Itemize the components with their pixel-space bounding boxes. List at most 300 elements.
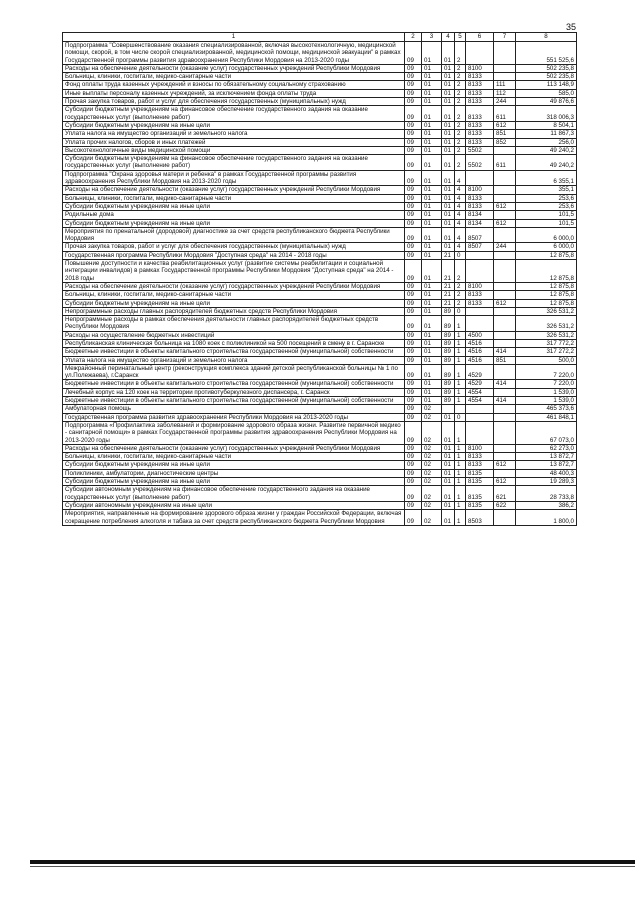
- table-row: [63, 146, 577, 154]
- code-cell-c5: 2: [455, 64, 466, 72]
- table-row: [63, 219, 577, 227]
- code-cell-c7: [494, 291, 516, 299]
- table-row: [63, 138, 577, 146]
- row-name-cell: Государственная программа развития здравоохранения Республики Мордовия на 2013-2020 годы: [63, 413, 405, 421]
- row-name-cell: Больницы, клиники, госпитали, медико-санитарные части: [63, 453, 405, 461]
- code-cell-c5: 1: [455, 339, 466, 347]
- code-cell-c7: [494, 227, 516, 243]
- row-name-cell: Мероприятия, направленные на формирование здорового образа жизни у граждан Российской Федерации, включая сокращение потребления алкоголя и табака за счет средств республиканского бюджета Республики Мордовия: [63, 510, 405, 526]
- row-name-cell: Больницы, клиники, госпитали, медико-санитарные части: [63, 194, 405, 202]
- code-cell-c3: 01: [422, 380, 442, 388]
- code-cell-c2: 09: [405, 316, 422, 332]
- code-cell-c3: 01: [422, 121, 442, 129]
- code-cell-c7: 851: [494, 130, 516, 138]
- code-cell-c6: 8133: [466, 461, 494, 469]
- table-row: [63, 211, 577, 219]
- table-row: [63, 397, 577, 405]
- table-row: [63, 501, 577, 509]
- amount-cell: 256,0: [516, 138, 577, 146]
- amount-cell: 1 539,0: [516, 388, 577, 396]
- code-cell-c7: [494, 64, 516, 72]
- code-cell-c2: 09: [405, 138, 422, 146]
- amount-cell: 7 220,0: [516, 364, 577, 380]
- code-cell-c7: 612: [494, 299, 516, 307]
- code-cell-c6: 8133: [466, 81, 494, 89]
- row-name-cell: Субсидии бюджетным учреждениям на иные цели: [63, 299, 405, 307]
- amount-cell: 551 525,6: [516, 42, 577, 65]
- code-cell-c3: 01: [422, 260, 442, 283]
- code-cell-c5: 1: [455, 421, 466, 444]
- code-cell-c2: 09: [405, 170, 422, 186]
- row-name-cell: Подпрограмма "Охрана здоровья матери и ребенка" в рамках Государственной программы развития здравоохранения Республики Мордовия на 2013-2020 годы: [63, 170, 405, 186]
- code-cell-c6: 5502: [466, 155, 494, 171]
- table-row: [63, 331, 577, 339]
- code-cell-c2: 09: [405, 510, 422, 526]
- code-cell-c4: 01: [442, 130, 455, 138]
- code-cell-c2: 09: [405, 348, 422, 356]
- code-cell-c3: 01: [422, 194, 442, 202]
- code-cell-c4: 01: [442, 453, 455, 461]
- code-cell-c4: 01: [442, 219, 455, 227]
- row-name-cell: Фонд оплаты труда казенных учреждений и взносы по обязательному социальному страхованию: [63, 81, 405, 89]
- code-cell-c5: 2: [455, 138, 466, 146]
- code-cell-c7: [494, 413, 516, 421]
- code-cell-c4: 01: [442, 170, 455, 186]
- code-cell-c6: 8100: [466, 64, 494, 72]
- amount-cell: 326 531,2: [516, 316, 577, 332]
- column-header: 4: [442, 33, 455, 42]
- row-name-cell: Расходы на обеспечение деятельности (оказание услуг) государственных учреждений Республики Мордовия: [63, 444, 405, 452]
- table-row: [63, 81, 577, 89]
- code-cell-c5: 4: [455, 227, 466, 243]
- code-cell-c5: 1: [455, 388, 466, 396]
- row-name-cell: Иные выплаты персоналу казенных учреждений, за исключением фонда оплаты труда: [63, 89, 405, 97]
- code-cell-c3: 01: [422, 130, 442, 138]
- code-cell-c2: 09: [405, 194, 422, 202]
- code-cell-c6: 8507: [466, 243, 494, 251]
- code-cell-c3: 01: [422, 64, 442, 72]
- table-row: [63, 89, 577, 97]
- code-cell-c4: 89: [442, 397, 455, 405]
- code-cell-c4: 21: [442, 251, 455, 259]
- code-cell-c2: 09: [405, 397, 422, 405]
- code-cell-c5: 4: [455, 186, 466, 194]
- code-cell-c6: 8135: [466, 469, 494, 477]
- code-cell-c3: 02: [422, 444, 442, 452]
- column-header: 5: [455, 33, 466, 42]
- code-cell-c6: 8100: [466, 282, 494, 290]
- table-row: [63, 388, 577, 396]
- code-cell-c3: 02: [422, 453, 442, 461]
- row-name-cell: Субсидии бюджетным учреждениям на финансовое обеспечение государственного задания на оказание государственных услуг (выполнение работ): [63, 106, 405, 122]
- code-cell-c7: 621: [494, 486, 516, 502]
- code-cell-c2: 09: [405, 339, 422, 347]
- code-cell-c2: 09: [405, 98, 422, 106]
- row-name-cell: Уплата налога на имущество организаций и земельного налога: [63, 130, 405, 138]
- code-cell-c3: 01: [422, 98, 442, 106]
- code-cell-c4: 01: [442, 81, 455, 89]
- code-cell-c7: [494, 510, 516, 526]
- code-cell-c4: 89: [442, 339, 455, 347]
- table-row: [63, 291, 577, 299]
- row-name-cell: Непрограммные расходы в рамках обеспечения деятельности главных распорядителей бюджетных средств Республики Мордовия: [63, 316, 405, 332]
- code-cell-c3: 01: [422, 364, 442, 380]
- code-cell-c4: 01: [442, 186, 455, 194]
- budget-table: [62, 32, 577, 526]
- code-cell-c4: 21: [442, 299, 455, 307]
- row-name-cell: Родильные дома: [63, 211, 405, 219]
- code-cell-c6: [466, 42, 494, 65]
- amount-cell: 49 240,2: [516, 155, 577, 171]
- amount-cell: 386,2: [516, 501, 577, 509]
- code-cell-c3: 01: [422, 339, 442, 347]
- code-cell-c2: 09: [405, 155, 422, 171]
- amount-cell: 326 531,2: [516, 331, 577, 339]
- amount-cell: 1 539,0: [516, 397, 577, 405]
- code-cell-c5: 1: [455, 331, 466, 339]
- amount-cell: 48 400,3: [516, 469, 577, 477]
- code-cell-c3: 01: [422, 89, 442, 97]
- amount-cell: 502 235,8: [516, 64, 577, 72]
- code-cell-c6: 4516: [466, 339, 494, 347]
- code-cell-c2: 09: [405, 121, 422, 129]
- code-cell-c4: 89: [442, 316, 455, 332]
- code-cell-c5: [455, 405, 466, 413]
- code-cell-c4: 01: [442, 461, 455, 469]
- code-cell-c4: 01: [442, 98, 455, 106]
- code-cell-c3: 01: [422, 397, 442, 405]
- code-cell-c4: 21: [442, 291, 455, 299]
- code-cell-c4: 01: [442, 155, 455, 171]
- code-cell-c7: [494, 186, 516, 194]
- column-header: 3: [422, 33, 442, 42]
- code-cell-c6: [466, 316, 494, 332]
- code-cell-c6: 8133: [466, 453, 494, 461]
- row-name-cell: Субсидии бюджетным учреждениям на иные цели: [63, 121, 405, 129]
- code-cell-c2: 09: [405, 331, 422, 339]
- code-cell-c4: 89: [442, 356, 455, 364]
- code-cell-c4: 89: [442, 364, 455, 380]
- code-cell-c5: 2: [455, 130, 466, 138]
- code-cell-c5: 1: [455, 486, 466, 502]
- code-cell-c2: 09: [405, 260, 422, 283]
- code-cell-c5: 2: [455, 42, 466, 65]
- table-row: [63, 64, 577, 72]
- table-row: [63, 42, 577, 65]
- code-cell-c3: 01: [422, 356, 442, 364]
- code-cell-c6: [466, 413, 494, 421]
- code-cell-c3: 02: [422, 461, 442, 469]
- code-cell-c3: 01: [422, 42, 442, 65]
- code-cell-c6: 4500: [466, 331, 494, 339]
- amount-cell: 326 531,2: [516, 307, 577, 315]
- amount-cell: 6 000,0: [516, 227, 577, 243]
- code-cell-c4: 89: [442, 307, 455, 315]
- code-cell-c6: 4529: [466, 380, 494, 388]
- code-cell-c4: 01: [442, 501, 455, 509]
- code-cell-c4: 01: [442, 444, 455, 452]
- code-cell-c5: 1: [455, 510, 466, 526]
- code-cell-c6: 4554: [466, 388, 494, 396]
- code-cell-c4: 01: [442, 243, 455, 251]
- amount-cell: 1 800,0: [516, 510, 577, 526]
- code-cell-c3: 01: [422, 316, 442, 332]
- code-cell-c7: [494, 146, 516, 154]
- table-row: [63, 155, 577, 171]
- code-cell-c2: 09: [405, 364, 422, 380]
- code-cell-c3: 01: [422, 146, 442, 154]
- code-cell-c6: [466, 405, 494, 413]
- code-cell-c7: 244: [494, 243, 516, 251]
- amount-cell: 101,5: [516, 219, 577, 227]
- row-name-cell: Расходы на осуществление бюджетных инвестиций: [63, 331, 405, 339]
- code-cell-c7: 414: [494, 348, 516, 356]
- code-cell-c7: [494, 444, 516, 452]
- code-cell-c4: 01: [442, 469, 455, 477]
- row-name-cell: Бюджетные инвестиции в объекты капитального строительства государственной (муниципальной) собственности: [63, 348, 405, 356]
- amount-cell: 13 872,7: [516, 453, 577, 461]
- code-cell-c5: 1: [455, 348, 466, 356]
- code-cell-c6: [466, 421, 494, 444]
- code-cell-c7: 112: [494, 89, 516, 97]
- table-row: [63, 121, 577, 129]
- code-cell-c5: 2: [455, 73, 466, 81]
- code-cell-c3: 01: [422, 186, 442, 194]
- row-name-cell: Расходы на обеспечение деятельности (оказание услуг) государственных учреждений Республики Мордовия: [63, 282, 405, 290]
- code-cell-c7: [494, 364, 516, 380]
- row-name-cell: Субсидии бюджетным учреждениям на иные цели: [63, 202, 405, 210]
- code-cell-c7: [494, 469, 516, 477]
- row-name-cell: Уплата прочих налогов, сборов и иных платежей: [63, 138, 405, 146]
- code-cell-c3: 01: [422, 155, 442, 171]
- amount-cell: 318 006,3: [516, 106, 577, 122]
- code-cell-c2: 09: [405, 299, 422, 307]
- table-row: [63, 364, 577, 380]
- code-cell-c4: 89: [442, 380, 455, 388]
- code-cell-c6: 8133: [466, 121, 494, 129]
- amount-cell: 12 875,8: [516, 260, 577, 283]
- code-cell-c3: 01: [422, 170, 442, 186]
- row-name-cell: Подпрограмма «Профилактика заболеваний и формирование здорового образа жизни. Развитие первичной медико - санитарной помощи» в рамках Государственной программы развития здравоохранения Республики Мордовия на 2013-2020 годы: [63, 421, 405, 444]
- amount-cell: 253,6: [516, 202, 577, 210]
- code-cell-c5: 1: [455, 380, 466, 388]
- code-cell-c7: 852: [494, 138, 516, 146]
- row-name-cell: Субсидии бюджетным учреждениям на иные цели: [63, 478, 405, 486]
- page-number: 35: [566, 22, 577, 32]
- code-cell-c6: 8134: [466, 211, 494, 219]
- code-cell-c6: 8134: [466, 219, 494, 227]
- code-cell-c4: 01: [442, 211, 455, 219]
- table-row: [63, 339, 577, 347]
- code-cell-c5: 2: [455, 121, 466, 129]
- table-row: [63, 106, 577, 122]
- code-cell-c3: 01: [422, 243, 442, 251]
- table-row: [63, 356, 577, 364]
- code-cell-c4: 01: [442, 413, 455, 421]
- code-cell-c3: 02: [422, 469, 442, 477]
- code-cell-c3: 01: [422, 299, 442, 307]
- amount-cell: 317 272,2: [516, 348, 577, 356]
- code-cell-c4: 01: [442, 146, 455, 154]
- row-name-cell: Субсидии бюджетным учреждениям на финансовое обеспечение государственного задания на оказание государственных услуг (выполнение работ): [63, 155, 405, 171]
- code-cell-c3: 01: [422, 291, 442, 299]
- amount-cell: 28 733,8: [516, 486, 577, 502]
- code-cell-c4: 01: [442, 64, 455, 72]
- row-name-cell: Республиканская клиническая больница на 1080 коек с поликлиникой на 500 посещений в смену в г. Саранске: [63, 339, 405, 347]
- amount-cell: 67 073,0: [516, 421, 577, 444]
- code-cell-c6: 8133: [466, 73, 494, 81]
- code-cell-c2: 09: [405, 106, 422, 122]
- code-cell-c4: 01: [442, 89, 455, 97]
- row-name-cell: Бюджетные инвестиции в объекты капитального строительства государственной (муниципальной) собственности: [63, 380, 405, 388]
- table-row: [63, 453, 577, 461]
- code-cell-c3: 02: [422, 405, 442, 413]
- amount-cell: 12 875,8: [516, 291, 577, 299]
- code-cell-c2: 09: [405, 380, 422, 388]
- amount-cell: 585,0: [516, 89, 577, 97]
- code-cell-c2: 09: [405, 251, 422, 259]
- code-cell-c3: 02: [422, 486, 442, 502]
- code-cell-c3: 01: [422, 227, 442, 243]
- code-cell-c6: 8133: [466, 130, 494, 138]
- code-cell-c7: 414: [494, 397, 516, 405]
- code-cell-c5: 2: [455, 146, 466, 154]
- row-name-cell: Бюджетные инвестиции в объекты капитального строительства государственной (муниципальной) собственности: [63, 397, 405, 405]
- code-cell-c5: 4: [455, 194, 466, 202]
- table-row: [63, 251, 577, 259]
- code-cell-c7: [494, 307, 516, 315]
- code-cell-c2: 09: [405, 227, 422, 243]
- code-cell-c6: 4516: [466, 356, 494, 364]
- table-row: [63, 243, 577, 251]
- code-cell-c7: 612: [494, 461, 516, 469]
- table-row: [63, 461, 577, 469]
- amount-cell: 6 355,1: [516, 170, 577, 186]
- code-cell-c5: 2: [455, 106, 466, 122]
- code-cell-c5: 1: [455, 461, 466, 469]
- code-cell-c7: 111: [494, 81, 516, 89]
- code-cell-c6: 8135: [466, 478, 494, 486]
- code-cell-c4: 01: [442, 42, 455, 65]
- code-cell-c6: 8133: [466, 106, 494, 122]
- row-name-cell: Субсидии бюджетным учреждениям на иные цели: [63, 461, 405, 469]
- code-cell-c5: 1: [455, 356, 466, 364]
- amount-cell: 8 504,1: [516, 121, 577, 129]
- table-row: [63, 73, 577, 81]
- code-cell-c5: 2: [455, 299, 466, 307]
- code-cell-c6: 5502: [466, 146, 494, 154]
- code-cell-c2: 09: [405, 89, 422, 97]
- table-row: [63, 413, 577, 421]
- code-cell-c4: 01: [442, 478, 455, 486]
- page-bottom-rule-thin: [30, 866, 635, 867]
- row-name-cell: Больницы, клиники, госпитали, медико-санитарные части: [63, 73, 405, 81]
- code-cell-c4: 01: [442, 486, 455, 502]
- code-cell-c4: 01: [442, 106, 455, 122]
- code-cell-c3: 01: [422, 138, 442, 146]
- code-cell-c7: 612: [494, 219, 516, 227]
- code-cell-c5: 0: [455, 251, 466, 259]
- table-row: [63, 299, 577, 307]
- table-row: [63, 186, 577, 194]
- row-name-cell: Субсидии автономным учреждениям на финансовое обеспечение государственного задания на оказание государственных услуг (выполнение работ): [63, 486, 405, 502]
- code-cell-c7: [494, 282, 516, 290]
- code-cell-c6: 8503: [466, 510, 494, 526]
- code-cell-c5: 4: [455, 243, 466, 251]
- code-cell-c3: 01: [422, 348, 442, 356]
- code-cell-c7: [494, 339, 516, 347]
- table-row: [63, 380, 577, 388]
- code-cell-c2: 09: [405, 469, 422, 477]
- code-cell-c7: [494, 73, 516, 81]
- code-cell-c4: 89: [442, 388, 455, 396]
- code-cell-c6: 8133: [466, 98, 494, 106]
- code-cell-c4: 01: [442, 510, 455, 526]
- row-name-cell: Межрайонный перинатальный центр (реконструкция комплекса зданий детской республиканской больницы № 1 по ул.Полежаева), г.Саранск: [63, 364, 405, 380]
- table-row: [63, 469, 577, 477]
- code-cell-c7: [494, 405, 516, 413]
- amount-cell: 49 240,2: [516, 146, 577, 154]
- code-cell-c7: [494, 211, 516, 219]
- code-cell-c6: 8135: [466, 486, 494, 502]
- code-cell-c5: 1: [455, 501, 466, 509]
- column-header: 6: [466, 33, 494, 42]
- code-cell-c3: 02: [422, 413, 442, 421]
- code-cell-c3: 02: [422, 421, 442, 444]
- code-cell-c2: 09: [405, 73, 422, 81]
- code-cell-c6: 8100: [466, 186, 494, 194]
- code-cell-c4: 01: [442, 194, 455, 202]
- code-cell-c7: [494, 421, 516, 444]
- table-row: [63, 194, 577, 202]
- table-row: [63, 405, 577, 413]
- code-cell-c5: 2: [455, 89, 466, 97]
- code-cell-c3: 01: [422, 388, 442, 396]
- row-name-cell: Лечебный корпус на 120 коек на территории противотуберкулезного диспансера, г. Саранск: [63, 388, 405, 396]
- table-row: [63, 98, 577, 106]
- code-cell-c3: 01: [422, 219, 442, 227]
- code-cell-c7: 611: [494, 106, 516, 122]
- code-cell-c2: 09: [405, 42, 422, 65]
- code-cell-c3: 02: [422, 501, 442, 509]
- table-row: [63, 478, 577, 486]
- code-cell-c3: 01: [422, 331, 442, 339]
- amount-cell: 101,5: [516, 211, 577, 219]
- code-cell-c2: 09: [405, 453, 422, 461]
- code-cell-c2: 09: [405, 421, 422, 444]
- code-cell-c5: 4: [455, 211, 466, 219]
- amount-cell: 7 220,0: [516, 380, 577, 388]
- code-cell-c7: [494, 388, 516, 396]
- code-cell-c2: 09: [405, 486, 422, 502]
- code-cell-c5: 1: [455, 364, 466, 380]
- code-cell-c5: 0: [455, 307, 466, 315]
- code-cell-c6: 8133: [466, 299, 494, 307]
- amount-cell: 11 867,3: [516, 130, 577, 138]
- code-cell-c4: 01: [442, 227, 455, 243]
- code-cell-c7: [494, 170, 516, 186]
- code-cell-c5: 1: [455, 444, 466, 452]
- amount-cell: 500,0: [516, 356, 577, 364]
- code-cell-c3: 01: [422, 307, 442, 315]
- row-name-cell: Субсидии бюджетным учреждениям на иные цели: [63, 219, 405, 227]
- code-cell-c4: 01: [442, 421, 455, 444]
- row-name-cell: Мероприятия по пренатальной (дородовой) диагностике за счет средств республиканского бюджета Республики Мордовия: [63, 227, 405, 243]
- code-cell-c2: 09: [405, 501, 422, 509]
- code-cell-c4: 21: [442, 260, 455, 283]
- page-bottom-rule: [30, 860, 635, 864]
- code-cell-c2: 09: [405, 461, 422, 469]
